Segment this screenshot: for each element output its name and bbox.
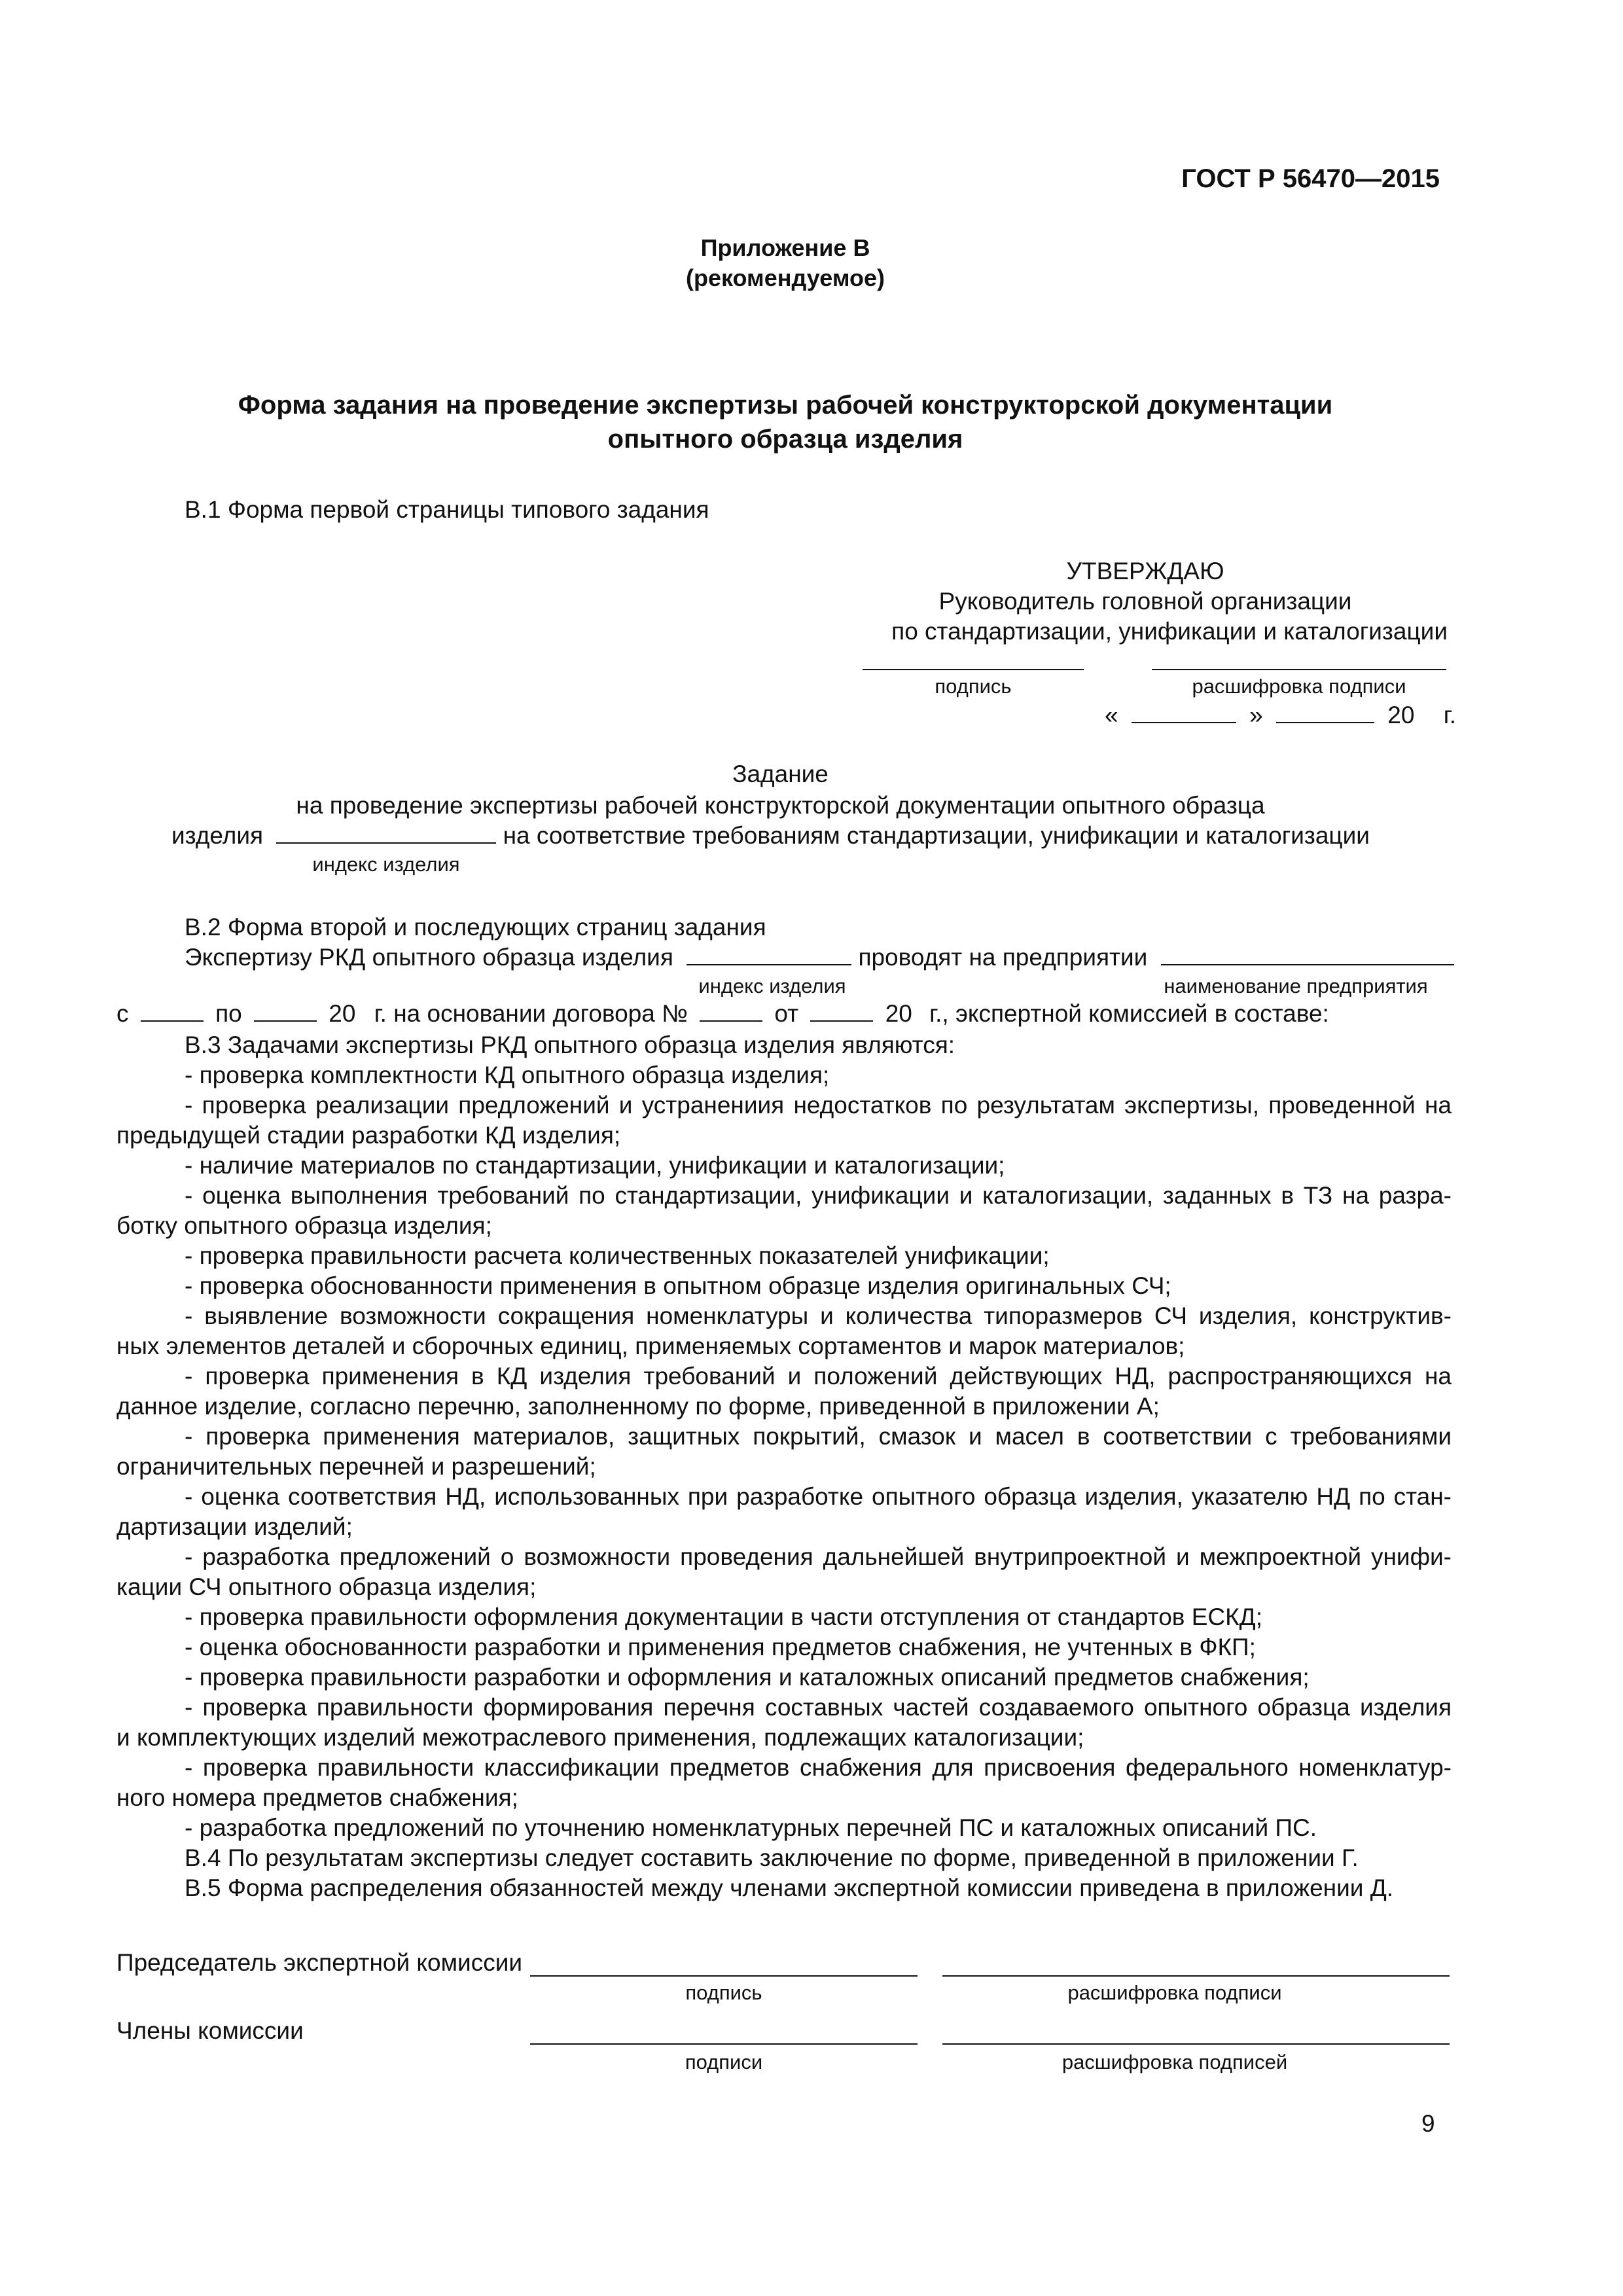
standard-number: ГОСТ Р 56470—2015 bbox=[1181, 164, 1440, 193]
chairman-sign-label: подпись bbox=[685, 1981, 762, 2004]
b2-line2-y1: 20 bbox=[329, 1000, 356, 1027]
approval-signature-line bbox=[863, 669, 1084, 670]
b3-line: - проверка правильности разработки и оформления и каталожных описаний предметов снабжения; bbox=[185, 1664, 1310, 1691]
b3-line: ботку опытного образца изделия; bbox=[116, 1212, 492, 1239]
date-close-quote: » bbox=[1249, 702, 1263, 728]
b3-line: кации СЧ опытного образца изделия; bbox=[116, 1573, 537, 1600]
members-label: Члены комиссии bbox=[116, 2017, 304, 2044]
appendix-subtitle: (рекомендуемое) bbox=[686, 264, 885, 291]
section-b2-label: В.2 Форма второй и последующих страниц задания bbox=[185, 914, 766, 941]
b2-line2 bbox=[116, 999, 1329, 1029]
task-line2-suffix: на соответствие требованиям стандартизации, унификации и каталогизации bbox=[503, 822, 1370, 849]
product-index-blank bbox=[276, 823, 496, 844]
b3-line: ного номера предметов снабжения; bbox=[116, 1784, 518, 1811]
members-decodes-label: расшифровка подписей bbox=[1061, 2051, 1288, 2073]
b2-line2-y2: 20 bbox=[885, 1000, 912, 1027]
chairman-label: Председатель экспертной комиссии bbox=[116, 1949, 523, 1976]
b3-line: - проверка правильности формирования перечня составных частей создаваемого опытного образца изделия bbox=[185, 1694, 1452, 1721]
b2-to-blank bbox=[254, 1001, 317, 1022]
approval-sign-label: подпись bbox=[935, 675, 1012, 698]
b3-line: и комплектующих изделий межотраслевого применения, подлежащих каталогизации; bbox=[116, 1724, 1084, 1751]
b3-line: - проверка правильности классификации предметов снабжения для присвоения федерального номенклатур- bbox=[185, 1754, 1452, 1781]
b2-line2-c: с bbox=[116, 1000, 129, 1027]
b3-line: - проверка реализации предложений и устранениия недостатков по результатам экспертизы, проведенной на bbox=[185, 1092, 1452, 1119]
b3-line: - проверка комплектности КД опытного образца изделия; bbox=[185, 1062, 830, 1088]
b3-task-list bbox=[116, 1060, 1452, 1903]
b3-line: ограничительных перечней и разрешений; bbox=[116, 1453, 596, 1480]
b3-line: - проверка применения в КД изделия требований и положений действующих НД, распространяющихся на bbox=[185, 1363, 1452, 1390]
approval-line2: по стандартизации, унификации и каталогизации bbox=[891, 618, 1448, 645]
approval-decode-line bbox=[1152, 669, 1446, 670]
b3-line: - проверка применения материалов, защитных покрытий, смазок и масел в соответствии с требованиями bbox=[185, 1423, 1452, 1450]
chairman-decode-line bbox=[942, 1975, 1450, 1977]
b2-contract-blank bbox=[700, 1001, 762, 1022]
date-suffix: г. bbox=[1443, 702, 1456, 728]
members-signature-line bbox=[530, 2043, 918, 2045]
b2-from-blank bbox=[141, 1001, 204, 1022]
b2-enterprise-blank bbox=[1161, 944, 1454, 965]
b3-line: - оценка соответствия НД, использованных при разработке опытного образца изделия, указателю НД по стан- bbox=[185, 1483, 1452, 1510]
b2-enterprise-label: наименование предприятия bbox=[1164, 975, 1428, 997]
b2-line2-mid: г. на основании договора № bbox=[374, 1000, 688, 1027]
b3-line: - проверка обоснованности применения в опытном образце изделия оригинальных СЧ; bbox=[185, 1272, 1171, 1299]
b3-line: В.5 Форма распределения обязанностей между членами экспертной комиссии приведена в приложении Д. bbox=[185, 1874, 1394, 1901]
task-line2-prefix: изделия bbox=[171, 822, 264, 849]
date-year: 20 bbox=[1387, 702, 1415, 728]
task-line2 bbox=[171, 821, 1370, 851]
b3-line: В.4 По результатам экспертизы следует составить заключение по форме, приведенной в приложении Г. bbox=[185, 1844, 1359, 1871]
b3-line: - проверка правильности расчета количественных показателей унификации; bbox=[185, 1242, 1050, 1269]
form-title-line1: Форма задания на проведение экспертизы рабочей конструкторской документации bbox=[238, 391, 1333, 420]
date-day-blank bbox=[1132, 702, 1236, 723]
members-decode-line bbox=[942, 2043, 1450, 2045]
date-open-quote: « bbox=[1105, 702, 1118, 728]
approve-word: УТВЕРЖДАЮ bbox=[1066, 558, 1224, 584]
b3-line: - проверка правильности оформления документации в части отступления от стандартов ЕСКД; bbox=[185, 1604, 1263, 1630]
b3-line: - оценка обоснованности разработки и применения предметов снабжения, не учтенных в ФКП; bbox=[185, 1634, 1256, 1660]
approval-decode-label: расшифровка подписи bbox=[1192, 675, 1406, 698]
date-line bbox=[1105, 700, 1456, 730]
b3-line: предыдущей стадии разработки КД изделия; bbox=[116, 1122, 621, 1149]
form-title-line2: опытного образца изделия bbox=[607, 425, 963, 454]
b3-line: - разработка предложений по уточнению номенклатурных перечней ПС и каталожных описаний ПС. bbox=[185, 1814, 1317, 1841]
b2-index-label: индекс изделия bbox=[698, 975, 846, 997]
task-title: Задание bbox=[732, 761, 829, 787]
b3-line: ных элементов деталей и сборочных единиц, применяемых сортаментов и марок материалов; bbox=[116, 1333, 1185, 1359]
approval-line1: Руководитель головной организации bbox=[938, 588, 1352, 615]
b2-contract-date-blank bbox=[810, 1001, 873, 1022]
b2-line1-b: проводят на предприятии bbox=[858, 944, 1148, 971]
b2-line2-po: по bbox=[215, 1000, 242, 1027]
chairman-signature-line bbox=[530, 1975, 918, 1977]
b2-line2-end: г., экспертной комиссией в составе: bbox=[929, 1000, 1329, 1027]
b3-line: - выявление возможности сокращения номенклатуры и количества типоразмеров СЧ изделия, конструктив- bbox=[185, 1302, 1452, 1329]
appendix-title: Приложение В bbox=[700, 234, 870, 261]
section-b1-label: В.1 Форма первой страницы типового задания bbox=[185, 496, 709, 523]
b3-line: данное изделие, согласно перечню, заполненному по форме, приведенной в приложении А; bbox=[116, 1393, 1160, 1420]
b3-intro: В.3 Задачами экспертизы РКД опытного образца изделия являются: bbox=[185, 1031, 955, 1058]
page-number: 9 bbox=[1421, 2110, 1435, 2137]
b2-index-blank bbox=[687, 944, 851, 965]
b2-line1 bbox=[185, 942, 1454, 973]
date-month-blank bbox=[1276, 702, 1374, 723]
task-line1: на проведение экспертизы рабочей конструкторской документации опытного образца bbox=[296, 792, 1265, 819]
task-index-label: индекс изделия bbox=[312, 853, 460, 876]
b3-line: - наличие материалов по стандартизации, унификации и каталогизации; bbox=[185, 1152, 1005, 1179]
members-signs-label: подписи bbox=[685, 2051, 763, 2073]
b2-line2-ot: от bbox=[774, 1000, 799, 1027]
b3-line: - разработка предложений о возможности проведения дальнейшей внутрипроектной и межпроектной унифи- bbox=[185, 1543, 1452, 1570]
chairman-decode-label: расшифровка подписи bbox=[1067, 1981, 1282, 2004]
b2-line1-a: Экспертизу РКД опытного образца изделия bbox=[185, 944, 673, 971]
b3-line: - оценка выполнения требований по стандартизации, унификации и каталогизации, заданных в ТЗ на разра- bbox=[185, 1182, 1452, 1209]
b3-line: дартизации изделий; bbox=[116, 1513, 353, 1540]
